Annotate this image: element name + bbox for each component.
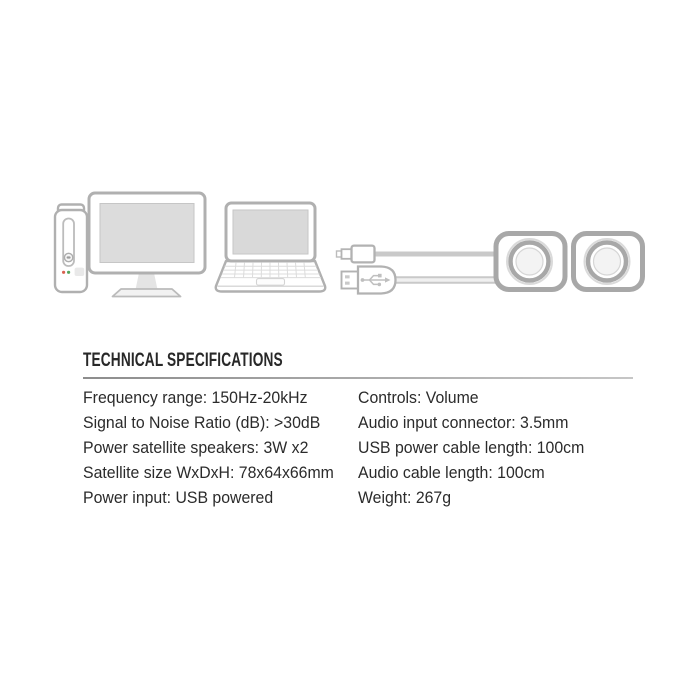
spec-item: Signal to Noise Ratio (dB): >30dB xyxy=(83,413,321,432)
speaker-driver-icon xyxy=(594,248,621,275)
divider-line xyxy=(83,377,633,379)
audio-jack-cable-icon xyxy=(337,246,501,263)
specs-column-left xyxy=(83,386,358,511)
spec-item: Power input: USB powered xyxy=(83,488,274,507)
spec-item: Frequency range: 150Hz-20kHz xyxy=(83,388,308,407)
specs-heading: TECHNICAL SPECIFICATIONS xyxy=(83,350,283,371)
compatibility-illustration xyxy=(0,0,700,330)
front-port-icon xyxy=(75,268,85,276)
spec-item: Weight: 267g xyxy=(358,488,452,507)
spec-item: USB power cable length: 100cm xyxy=(358,438,585,457)
usb-cable-icon xyxy=(342,267,501,294)
spec-item: Controls: Volume xyxy=(358,388,479,407)
specs-columns xyxy=(83,386,633,511)
monitor-icon xyxy=(89,193,205,297)
power-led-icon xyxy=(62,271,65,274)
specs-column-right xyxy=(358,386,633,511)
speaker-driver-icon xyxy=(516,248,543,275)
laptop-icon xyxy=(216,203,326,292)
right-speaker-icon xyxy=(574,234,643,290)
hdd-led-icon xyxy=(67,271,70,274)
desktop-tower-icon xyxy=(55,205,87,293)
touchpad-icon xyxy=(257,279,285,286)
left-speaker-icon xyxy=(496,234,565,290)
spec-item: Satellite size WxDxH: 78x64x66mm xyxy=(83,463,334,482)
spec-item: Audio input connector: 3.5mm xyxy=(358,413,569,432)
spec-item: Audio cable length: 100cm xyxy=(358,463,545,482)
specs-section xyxy=(83,349,633,511)
spec-item: Power satellite speakers: 3W x2 xyxy=(83,438,309,457)
